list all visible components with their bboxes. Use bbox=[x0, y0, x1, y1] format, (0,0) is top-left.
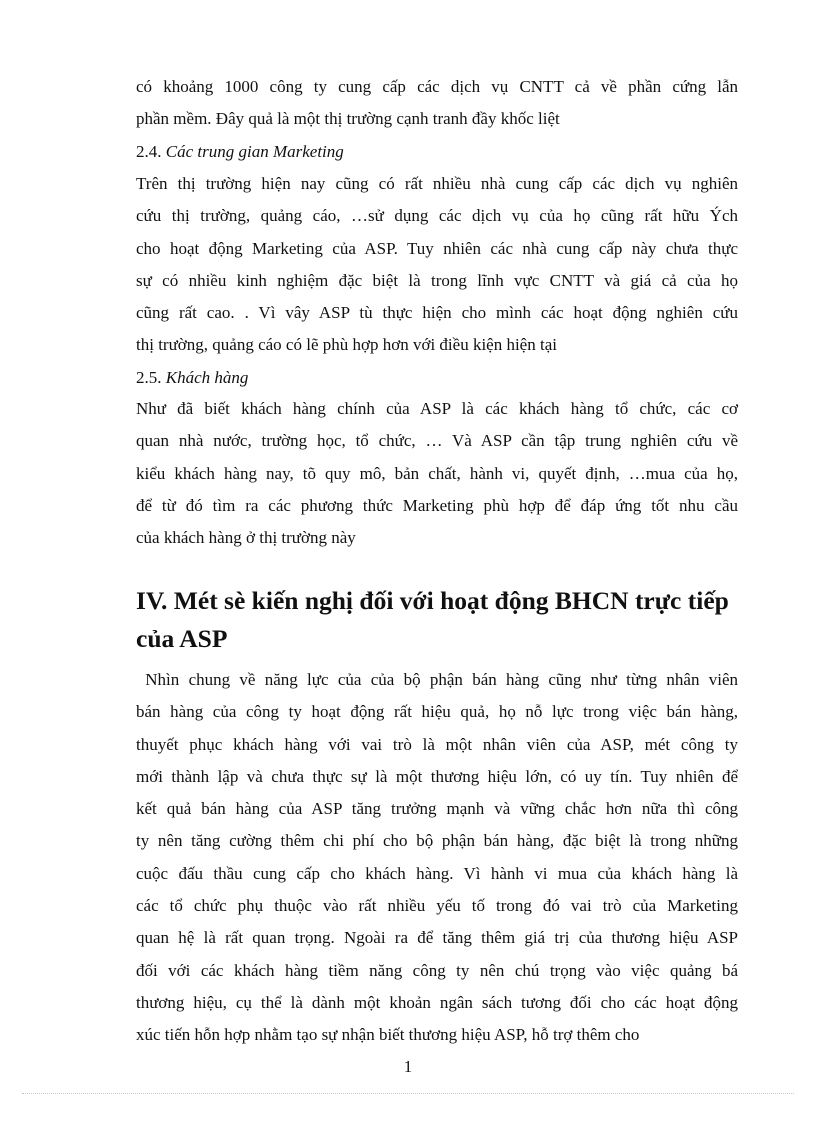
text-line: cuộc đấu thầu cung cấp cho khách hàng. Vì hành vi mua của khách hàng là bbox=[136, 863, 738, 883]
text-line: thị trường, quảng cáo có lẽ phù hợp hơn với điều kiện hiện tại bbox=[136, 335, 557, 355]
text-line: bán hàng của công ty hoạt động rất hiệu quả, họ nỗ lực trong việc bán hàng, bbox=[136, 702, 738, 722]
text-line: Nhìn chung về năng lực của của bộ phận bán hàng cũng như từng nhân viên bbox=[136, 670, 738, 689]
subheading-2-5 bbox=[136, 362, 738, 394]
text-line: đối với các khách hàng tiềm năng công ty nên chú trọng vào việc quảng bá bbox=[136, 960, 738, 980]
heading-line: IV. Mét sè kiến nghị đối với hoạt động BHCN trực tiếp bbox=[136, 586, 729, 615]
subheading-2-4 bbox=[136, 136, 738, 168]
subheading-title: Khách hàng bbox=[165, 368, 249, 387]
footer-divider bbox=[22, 1093, 794, 1094]
subheading-number: 2.5. bbox=[136, 368, 162, 387]
text-line: mới thành lập và chưa thực sự là một thương hiệu lớn, có uy tín. Tuy nhiên để bbox=[136, 766, 738, 786]
section-heading-iv bbox=[136, 580, 744, 659]
text-line: cho hoạt động Marketing của ASP. Tuy nhiên các nhà cung cấp này chưa thực bbox=[136, 238, 738, 258]
subheading-title: Các trung gian Marketing bbox=[165, 142, 344, 161]
text-line: kết quả bán hàng của ASP tăng trưởng mạnh và vững chắc hơn nữa thì công bbox=[136, 799, 738, 819]
text-line: kiểu khách hàng nay, tõ quy mô, bản chất, hành vi, quyết định, …mua của họ, bbox=[136, 463, 738, 483]
text-line: quan hệ là rất quan trọng. Ngoài ra để tăng thêm giá trị của thương hiệu ASP bbox=[136, 928, 738, 948]
text-line: thương hiệu, cụ thể là dành một khoản ngân sách tương đối cho các hoạt động bbox=[136, 992, 738, 1012]
page-number: 1 bbox=[403, 1057, 413, 1076]
paragraph-market-competition bbox=[136, 71, 738, 136]
subheading-number: 2.4. bbox=[136, 142, 162, 161]
text-line: các tổ chức phụ thuộc vào rất nhiều yếu tố trong đó vai trò của Marketing bbox=[136, 896, 738, 916]
text-line: cứu thị trường, quảng cáo, …sử dụng các dịch vụ của họ cũng rất hữu Ých bbox=[136, 206, 738, 226]
text-line: cũng rất cao. . Vì vây ASP tù thực hiện cho mình các hoạt động nghiên cứu bbox=[136, 303, 738, 323]
text-line: ty nên tăng cường thêm chi phí cho bộ phận bán hàng, đặc biệt là trong những bbox=[136, 831, 738, 851]
text-line: để từ đó tìm ra các phương thức Marketing phù hợp để đáp ứng tốt nhu cầu bbox=[136, 495, 738, 515]
paragraph-customers bbox=[136, 393, 738, 554]
text-line: quan nhà nước, trường học, tổ chức, … Và ASP cần tập trung nghiên cứu về bbox=[136, 431, 738, 451]
text-line: sự có nhiều kinh nghiệm đặc biệt là trong lĩnh vực CNTT và giá cả của họ bbox=[136, 270, 738, 290]
paragraph-marketing-intermediaries bbox=[136, 168, 738, 362]
text-line: thuyết phục khách hàng với vai trò là một nhân viên của ASP, mét công ty bbox=[136, 734, 738, 754]
text-line: xúc tiến hỗn hợp nhằm tạo sự nhận biết thương hiệu ASP, hỗ trợ thêm cho bbox=[136, 1025, 640, 1045]
paragraph-recommendations bbox=[136, 664, 738, 1052]
text-line: Trên thị trường hiện nay cũng có rất nhiều nhà cung cấp các dịch vụ nghiên bbox=[136, 174, 738, 193]
text-line: phần mềm. Đây quả là một thị trường cạnh tranh đầy khốc liệt bbox=[136, 109, 560, 129]
heading-line: của ASP bbox=[136, 624, 228, 653]
text-line: Như đã biết khách hàng chính của ASP là các khách hàng tổ chức, các cơ bbox=[136, 399, 738, 418]
text-line: của khách hàng ở thị trường này bbox=[136, 528, 356, 548]
text-line: có khoảng 1000 công ty cung cấp các dịch vụ CNTT cả về phần cứng lẫn bbox=[136, 77, 738, 96]
